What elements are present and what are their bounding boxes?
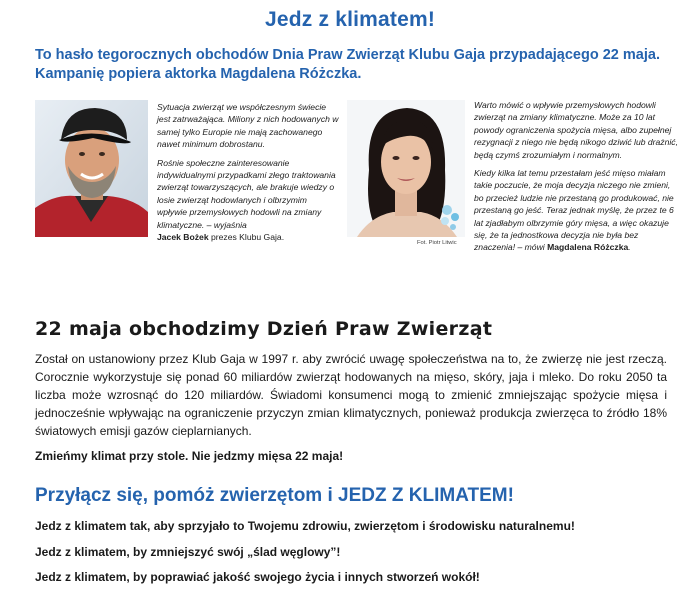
photo-credit: Fot. Piotr Litwic [417,240,457,246]
section-title: 22 maja obchodzimy Dzień Praw Zwierząt [35,318,493,340]
page-title: Jedz z klimatem! [264,8,436,31]
cta-title: Przyłącz się, pomóż zwierzętom i JEDZ Z KLIMATEM! [35,485,514,506]
intro-line-2: Kampanię popiera aktorka Magdalena Różczka. [35,66,362,82]
photo-magdalena-rozczka [347,100,465,237]
quote-left-author-name: Jacek Bożek [157,232,209,243]
quote-left-author-role: prezes Klubu Gaja. [208,232,285,243]
intro [35,46,675,84]
cta-line-3: Jedz z klimatem, by poprawiać jakość swojego życia i innych stworzeń wokół! [35,570,480,584]
portrait-man-image [35,100,148,237]
intro-line-1: To hasło tegorocznych obchodów Dnia Praw Zwierząt Klubu Gaja przypadającego 22 maja. [35,47,660,63]
quote-left [157,101,339,243]
section-bold-line: Zmieńmy klimat przy stole. Nie jedzmy mięsa 22 maja! [35,449,344,463]
photo-jacek-bozek [35,100,148,237]
cta-line-2: Jedz z klimatem, by zmniejszyć swój „ślad węglowy”! [35,545,341,559]
quote-right-author-suffix: . [628,242,631,253]
quote-left-paragraph-2-text: Rośnie społeczne zainteresowanie indywidualnymi przypadkami złego traktowania zwierząt towarzyszących, ale brakuje wiedzy o losie zwierząt hodowlanych i olbrzymim wpływie przemysłowych hodowli na zmiany klimatyczne. – wyjaśnia [157,157,336,230]
cta-line-1: Jedz z klimatem tak, aby sprzyjało to Twojemu zdrowiu, zwierzętom i środowisku naturalnemu! [35,519,575,533]
section-body: Został on ustanowiony przez Klub Gaja w 1997 r. aby zwrócić uwagę społeczeństwa na to, że zwierzę nie jest rzeczą. Corocznie wykorzystuje się ponad 60 miliardów zwierząt hodowanych na mięso, skóry, jaja i mleko. Do roku 2050 ta liczba może wzrosnąć do 120 miliardów. Świadomi konsumenci mogą to zmienić zmniejszając spożycie mięsa i jednocześnie wpływając na ograniczenie przyczyn zmian klimatycznych, ponieważ produkcja zwierzęca to źródło 18% światowych emisji gazów cieplarnianych. [35,352,667,438]
quote-left-paragraph-2 [157,157,339,231]
quote-right-paragraph-2 [474,167,679,254]
quote-right-paragraph-1: Warto mówić o wpływie przemysłowych hodowli zwierząt na zmiany klimatyczne. Może za 10 lat powody ograniczenia spożycia mięsa, albo zupełnej rezygnacji z niego nie będą nikogo dziwić lub drażnić, będą czymś zrozumiałym i normalnym. [474,100,678,160]
quote-left-paragraph-1: Sytuacja zwierząt we współczesnym świecie jest zatrważająca. Miliony z nich hodowanych w samej tylko Europie nie mają zachowanego nawet minimum dobrostanu. [157,102,339,150]
quote-left-attribution [157,231,339,243]
quote-right [474,99,679,254]
portrait-woman-image [347,100,465,237]
quote-right-paragraph-2-text: Kiedy kilka lat temu przestałam jeść mięso miałam takie poczucie, że moja decyzja niczego nie zmieni, bo przecież ludzie nie przestaną go produkować, nie przestaną go jeść. Teraz jednak myślę, że przez te 6 lat zjadłabym olbrzymie góry mięsa, a więc okazuje się, że ta jednostkowa decyzja nie była bez znaczenia! – mówi [474,168,674,253]
quote-right-author-name: Magdalena Różczka [547,242,629,253]
